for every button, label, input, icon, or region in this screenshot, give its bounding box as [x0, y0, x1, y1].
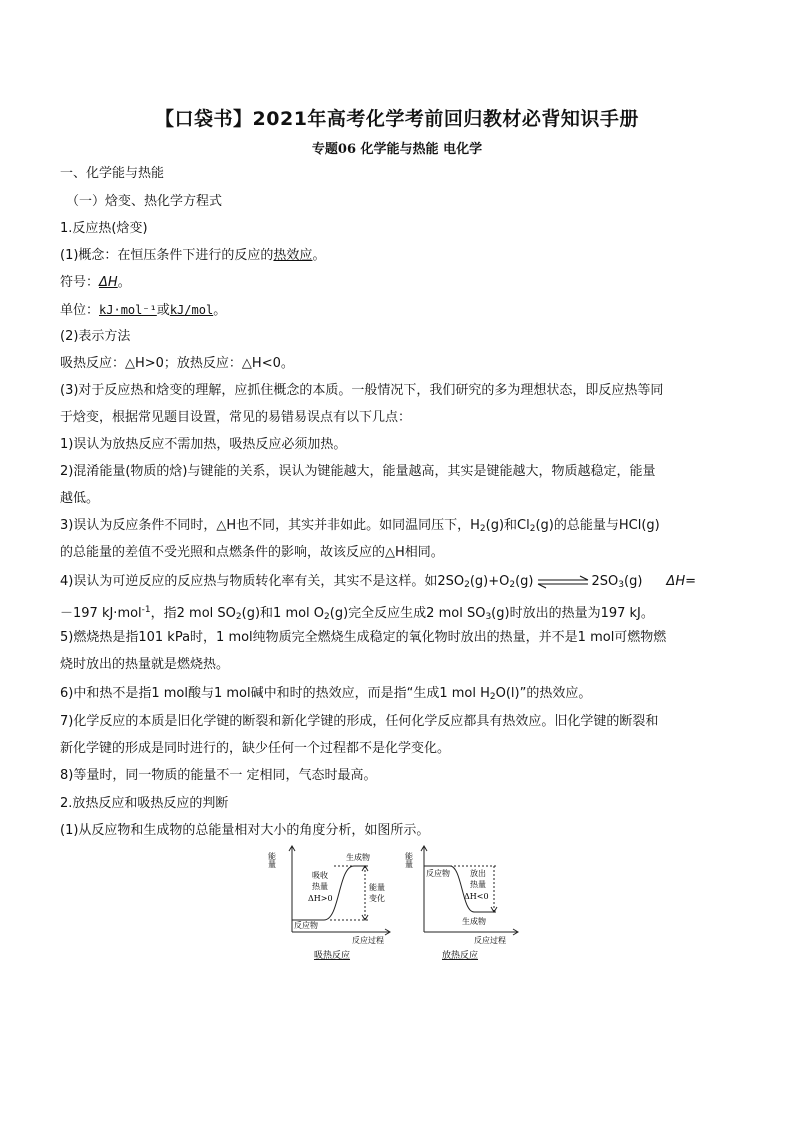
paragraph-line: 7)化学反应的本质是旧化学键的断裂和新化学键的形成，任何化学反应都具有热效应。旧化学键的断裂和 — [60, 714, 659, 729]
item-heading: 1.反应热(焓变) — [60, 221, 148, 236]
change-label: 变化 — [369, 894, 385, 903]
paragraph-line: 烧时放出的热量就是燃烧热。 — [60, 657, 230, 672]
absorb-label: 热量 — [312, 882, 328, 891]
symbol-line: 符号：ΔH。 — [60, 275, 131, 290]
reactant-label: 反应物 — [426, 869, 450, 878]
answer-blank: kJ·mol⁻¹ — [99, 303, 157, 317]
document-subtitle: 专题06 化学能与热能 电化学 — [311, 142, 483, 157]
answer-blank: 热效应 — [273, 248, 313, 263]
dh-label: ΔH<0 — [464, 892, 489, 901]
paragraph-line: 3)误认为反应条件不同时，△H也不同，其实并非如此。如同温同压下，H2(g)和Cl2(g)的总能量与HCl(g) — [60, 518, 660, 534]
exothermic-diagram — [406, 846, 522, 964]
paragraph-line: 吸热反应：△H>0；放热反应：△H<0。 — [60, 356, 294, 371]
x-axis-label: 反应过程 — [352, 936, 384, 945]
figure-caption: 吸热反应 — [314, 951, 351, 961]
answer-blank: ΔH — [99, 275, 118, 290]
endothermic-diagram — [268, 846, 396, 964]
product-label: 生成物 — [346, 853, 370, 862]
figure-caption: 放热反应 — [442, 951, 479, 961]
paragraph-line: 1)误认为放热反应不需加热，吸热反应必须加热。 — [60, 437, 347, 452]
document-title: 【口袋书】2021年高考化学考前回归教材必背知识手册 — [155, 108, 639, 130]
answer-blank: kJ/mol — [169, 303, 214, 317]
reversible-arrow-icon — [536, 576, 590, 588]
y-axis-label: 能量 — [404, 852, 414, 868]
absorb-label: 吸收 — [312, 871, 328, 880]
paragraph-line: －197 kJ·mol$^{-1}$，指2 mol SO2(g)和1 mol O2(g)完全反应生成2 mol SO3(g)时放出的热量为197 kJ。 — [60, 605, 654, 622]
release-label: 热量 — [470, 880, 486, 889]
reactant-label: 反应物 — [294, 921, 318, 930]
subsection-heading: （一）焓变、热化学方程式 — [66, 194, 223, 209]
paragraph-line: 8)等量时，同一物质的能量不一 定相同，气态时最高。 — [60, 768, 377, 783]
paragraph-line: 5)燃烧热是指101 kPa时，1 mol纯物质完全燃烧生成稳定的氧化物时放出的热量，并不是1 mol可燃物燃 — [60, 630, 667, 645]
paragraph-line: 4)误认为可逆反应的反应热与物质转化率有关，其实不是这样。如2SO2(g)+O2(g) 2SO3(g) ΔH= — [60, 574, 696, 590]
paragraph-line: 越低。 — [60, 491, 100, 506]
paragraph-line: (1)从反应物和生成物的总能量相对大小的角度分析，如图所示。 — [60, 823, 430, 838]
dh-label: ΔH>0 — [308, 894, 333, 903]
concept-line: (1)概念：在恒压条件下进行的反应的热效应。 — [60, 248, 326, 263]
paragraph-line: 于焓变，根据常见题目设置，常见的易错易误点有以下几点： — [60, 410, 412, 425]
item-heading: (2)表示方法 — [60, 329, 131, 344]
product-label: 生成物 — [462, 917, 486, 926]
x-axis-label: 反应过程 — [474, 936, 506, 945]
y-axis-label: 能量 — [267, 852, 277, 868]
release-label: 放出 — [470, 869, 486, 878]
section-heading: 一、化学能与热能 — [60, 166, 165, 181]
paragraph-line: 2)混淆能量(物质的焓)与键能的关系，误认为键能越大，能量越高，其实是键能越大，物质越稳定，能量 — [60, 464, 656, 479]
paragraph-line: (3)对于反应热和焓变的理解，应抓住概念的本质。一般情况下，我们研究的多为理想状态，即反应热等同 — [60, 383, 664, 398]
paragraph-line: 新化学键的形成是同时进行的，缺少任何一个过程都不是化学变化。 — [60, 741, 451, 756]
change-label: 能量 — [369, 883, 385, 892]
paragraph-line: 6)中和热不是指1 mol酸与1 mol碱中和时的热效应，而是指“生成1 mol H2O(l)”的热效应。 — [60, 686, 592, 702]
unit-line: 单位：kJ·mol⁻¹或kJ/mol。 — [60, 303, 227, 318]
item-heading: 2.放热反应和吸热反应的判断 — [60, 796, 229, 811]
paragraph-line: 的总能量的差值不受光照和点燃条件的影响，故该反应的△H相同。 — [60, 545, 444, 560]
